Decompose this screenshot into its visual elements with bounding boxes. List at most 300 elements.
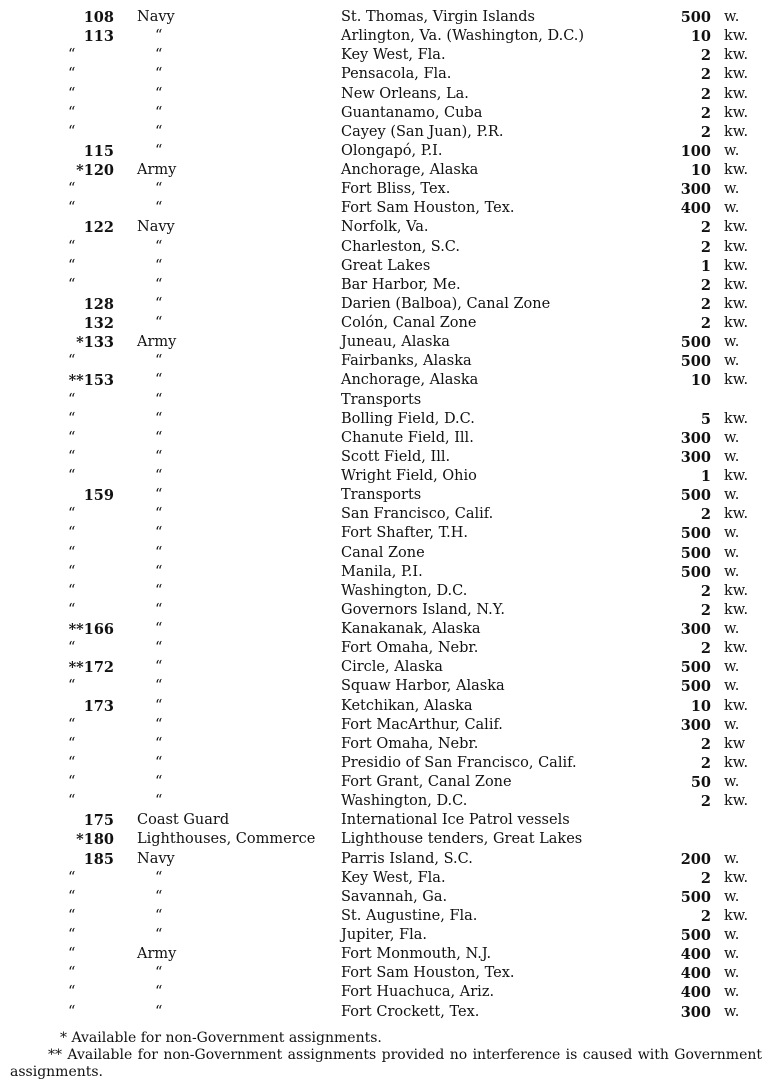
unit-cell: kw. (724, 47, 749, 64)
service-cell: “ (155, 181, 163, 198)
location-cell: Canal Zone (341, 544, 425, 561)
frequency-cell: “ (68, 544, 76, 561)
unit-cell: w. (724, 946, 740, 963)
frequency-cell: “ (68, 1003, 76, 1020)
service-cell: “ (155, 276, 163, 293)
unit-cell: w. (724, 487, 740, 504)
frequency-cell: “ (68, 85, 76, 102)
frequency-cell: “ (68, 907, 76, 924)
frequency-cell: “ (68, 754, 76, 771)
service-cell: Army (137, 946, 177, 963)
frequency-cell: “ (68, 946, 76, 963)
service-cell: Army (137, 162, 177, 178)
unit-cell: kw. (724, 640, 749, 657)
table-row (0, 391, 771, 410)
table-row (0, 869, 771, 888)
frequency-cell: 132 (83, 315, 114, 332)
table-row (0, 792, 771, 811)
table-row (0, 448, 771, 467)
unit-cell: kw. (724, 238, 749, 255)
location-cell: Anchorage, Alaska (341, 162, 479, 178)
table-row (0, 620, 771, 639)
unit-cell: w. (724, 429, 740, 446)
location-cell: Fort Sam Houston, Tex. (341, 200, 515, 217)
service-cell: “ (155, 735, 163, 752)
location-cell: Darien (Balboa), Canal Zone (341, 295, 551, 312)
service-cell: “ (155, 448, 163, 465)
service-cell: “ (155, 544, 163, 561)
power-cell: 300 (680, 429, 711, 447)
service-cell: “ (155, 582, 163, 599)
location-cell: Lighthouse tenders, Great Lakes (341, 831, 583, 848)
location-cell: Anchorage, Alaska (341, 372, 479, 389)
service-cell: “ (155, 28, 163, 45)
service-cell: “ (155, 487, 163, 504)
location-cell: St. Augustine, Fla. (341, 907, 478, 924)
frequency-cell: “ (68, 47, 76, 64)
location-cell: Fort Sam Houston, Tex. (341, 965, 515, 982)
power-cell: 500 (680, 544, 711, 562)
power-cell: 2 (700, 506, 711, 524)
location-cell: Squaw Harbor, Alaska (341, 678, 505, 695)
power-cell: 400 (680, 965, 711, 983)
service-cell: “ (155, 142, 163, 159)
unit-cell: w. (724, 334, 740, 351)
unit-cell: kw. (724, 28, 749, 45)
frequency-cell: “ (68, 640, 76, 657)
frequency-cell: “ (68, 735, 76, 752)
table-row (0, 238, 771, 257)
frequency-cell: “ (68, 965, 76, 982)
table-row (0, 811, 771, 830)
service-cell: Navy (137, 9, 175, 25)
table-row (0, 333, 771, 352)
table-row (0, 371, 771, 390)
service-cell: “ (155, 659, 163, 676)
service-cell: “ (155, 716, 163, 733)
unit-cell: kw. (724, 582, 749, 599)
service-cell: “ (155, 353, 163, 370)
location-cell: Olongapó, P.I. (341, 142, 443, 159)
unit-cell: kw. (724, 793, 749, 810)
unit-cell: w. (724, 659, 740, 676)
service-cell: “ (155, 1003, 163, 1020)
location-cell: Transports (341, 487, 422, 504)
frequency-cell: “ (68, 793, 76, 810)
service-cell: “ (155, 869, 163, 886)
location-cell: Juneau, Alaska (341, 334, 450, 351)
table-row (0, 410, 771, 429)
frequency-cell: “ (68, 582, 76, 599)
frequency-cell: “ (68, 353, 76, 370)
frequency-cell: “ (68, 716, 76, 733)
location-cell: Guantanamo, Cuba (341, 104, 483, 121)
power-cell: 500 (680, 927, 711, 944)
power-cell: 5 (700, 410, 711, 428)
unit-cell: w. (724, 716, 740, 733)
location-cell: Fort Omaha, Nebr. (341, 735, 479, 752)
table-row (0, 276, 771, 295)
location-cell: Fort Grant, Canal Zone (341, 774, 512, 790)
location-cell: Fort MacArthur, Calif. (341, 716, 503, 733)
table-row (0, 563, 771, 582)
service-cell: “ (155, 907, 163, 924)
service-cell: “ (155, 372, 163, 389)
power-cell: 2 (700, 123, 711, 141)
service-cell: “ (155, 47, 163, 64)
table-row (0, 85, 771, 104)
location-cell: San Francisco, Calif. (341, 506, 494, 523)
power-cell: 2 (700, 869, 711, 887)
service-cell: Army (137, 334, 177, 351)
service-cell: “ (155, 525, 163, 542)
power-cell: 500 (680, 678, 711, 696)
location-cell: Great Lakes (341, 257, 431, 274)
frequency-cell: “ (68, 104, 76, 121)
location-cell: Key West, Fla. (341, 869, 446, 886)
location-cell: Charleston, S.C. (341, 238, 460, 255)
power-cell: 400 (680, 946, 711, 964)
power-cell: 2 (700, 66, 711, 84)
table-row (0, 429, 771, 448)
frequency-cell: “ (68, 429, 76, 446)
unit-cell: w. (724, 984, 740, 1001)
frequency-cell: “ (68, 563, 76, 580)
service-cell: “ (155, 601, 163, 618)
power-cell: 500 (680, 659, 711, 677)
footnote-double-star: ** Available for non-Government assignments provided no interference is caused with Government assignments. (10, 1047, 762, 1080)
frequency-cell: 173 (83, 697, 114, 715)
table-row (0, 907, 771, 926)
unit-cell: kw. (724, 697, 749, 714)
table-row (0, 218, 771, 237)
service-cell: “ (155, 468, 163, 484)
table-row (0, 295, 771, 314)
power-cell: 50 (690, 774, 711, 791)
frequency-cell: “ (68, 257, 76, 274)
table-row (0, 104, 771, 123)
power-cell: 400 (680, 984, 711, 1002)
frequency-cell: **172 (68, 659, 114, 677)
service-cell: “ (155, 123, 163, 140)
table-row (0, 65, 771, 84)
power-cell: 2 (700, 47, 711, 65)
service-cell: “ (155, 888, 163, 905)
service-cell: Navy (137, 219, 175, 236)
location-cell: Jupiter, Fla. (341, 927, 427, 943)
table-row (0, 658, 771, 677)
table-row (0, 773, 771, 792)
service-cell: “ (155, 104, 163, 121)
unit-cell: w. (724, 563, 740, 580)
location-cell: Pensacola, Fla. (341, 66, 452, 83)
frequency-cell: “ (68, 391, 76, 408)
location-cell: Fort Shafter, T.H. (341, 525, 469, 542)
power-cell: 300 (680, 716, 711, 734)
power-cell: 500 (680, 353, 711, 371)
power-cell: 2 (700, 735, 711, 753)
unit-cell: kw. (724, 66, 749, 83)
location-cell: Fort Crockett, Tex. (341, 1003, 480, 1020)
service-cell: “ (155, 315, 163, 331)
location-cell: Colón, Canal Zone (341, 315, 477, 331)
service-cell: “ (155, 563, 163, 580)
table-row (0, 601, 771, 620)
frequency-cell: 159 (83, 487, 114, 505)
service-cell: “ (155, 697, 163, 714)
unit-cell: kw. (724, 372, 749, 389)
power-cell: 2 (700, 104, 711, 122)
location-cell: Fort Monmouth, N.J. (341, 946, 492, 963)
location-cell: Governors Island, N.Y. (341, 601, 506, 618)
unit-cell: w. (724, 678, 740, 695)
power-cell: 2 (700, 315, 711, 332)
table-row (0, 830, 771, 849)
table-row (0, 486, 771, 505)
frequency-cell: 185 (83, 850, 114, 868)
service-cell: “ (155, 506, 163, 523)
frequency-cell: “ (68, 525, 76, 542)
power-cell: 2 (700, 85, 711, 103)
location-cell: Transports (341, 391, 422, 408)
frequency-cell: “ (68, 66, 76, 83)
power-cell: 200 (680, 850, 711, 868)
table-row (0, 945, 771, 964)
service-cell: “ (155, 257, 163, 274)
table-row (0, 161, 771, 180)
frequency-cell: “ (68, 984, 76, 1001)
frequency-cell: “ (68, 888, 76, 905)
table-row (0, 926, 771, 945)
power-cell: 2 (700, 219, 711, 237)
location-cell: Fort Omaha, Nebr. (341, 640, 479, 657)
frequency-cell: “ (68, 238, 76, 255)
table-row (0, 964, 771, 983)
location-cell: Kanakanak, Alaska (341, 621, 481, 637)
location-cell: International Ice Patrol vessels (341, 812, 570, 829)
unit-cell: w. (724, 965, 740, 982)
frequency-cell: “ (68, 200, 76, 217)
power-cell: 300 (680, 621, 711, 638)
table-row (0, 888, 771, 907)
unit-cell: w. (724, 353, 740, 370)
location-cell: Chanute Field, Ill. (341, 429, 474, 446)
unit-cell: kw. (724, 162, 749, 178)
table-row (0, 582, 771, 601)
location-cell: Washington, D.C. (341, 582, 468, 599)
power-cell: 2 (700, 276, 711, 294)
unit-cell: w. (724, 142, 740, 159)
location-cell: Bolling Field, D.C. (341, 410, 475, 427)
service-cell: “ (155, 640, 163, 657)
frequency-cell: *120 (76, 162, 114, 179)
table-row (0, 505, 771, 524)
frequency-cell: “ (68, 276, 76, 293)
service-cell: “ (155, 429, 163, 446)
power-cell: 10 (690, 162, 711, 179)
unit-cell: kw. (724, 257, 749, 274)
power-cell: 2 (700, 238, 711, 256)
power-cell: 1 (700, 257, 711, 275)
location-cell: Bar Harbor, Me. (341, 276, 461, 293)
frequency-cell: “ (68, 468, 76, 484)
power-cell: 2 (700, 295, 711, 313)
location-cell: Circle, Alaska (341, 659, 443, 676)
service-cell: “ (155, 200, 163, 217)
frequency-cell: “ (68, 927, 76, 943)
power-cell: 1 (700, 468, 711, 485)
service-cell: Lighthouses, Commerce (137, 831, 316, 848)
service-cell: “ (155, 66, 163, 83)
frequency-cell: 175 (83, 812, 114, 830)
table-row (0, 123, 771, 142)
service-cell: “ (155, 678, 163, 695)
unit-cell: w. (724, 927, 740, 943)
unit-cell: w. (724, 525, 740, 542)
unit-cell: kw. (724, 276, 749, 293)
power-cell: 2 (700, 582, 711, 600)
frequency-cell: 113 (83, 28, 114, 46)
unit-cell: kw. (724, 123, 749, 140)
power-cell: 400 (680, 200, 711, 218)
table-row (0, 467, 771, 486)
table-row (0, 142, 771, 161)
unit-cell: w. (724, 774, 740, 790)
power-cell: 10 (690, 372, 711, 390)
table-row (0, 257, 771, 276)
unit-cell: kw. (724, 85, 749, 102)
frequency-cell: “ (68, 181, 76, 198)
table-row (0, 677, 771, 696)
service-cell: “ (155, 984, 163, 1001)
table-row (0, 46, 771, 65)
location-cell: Presidio of San Francisco, Calif. (341, 754, 577, 771)
service-cell: “ (155, 927, 163, 943)
unit-cell: w. (724, 850, 740, 867)
power-cell: 10 (690, 697, 711, 715)
table-row (0, 735, 771, 754)
unit-cell: w. (724, 621, 740, 637)
frequency-cell: “ (68, 448, 76, 465)
location-cell: Cayey (San Juan), P.R. (341, 123, 504, 140)
station-table (0, 8, 771, 1022)
power-cell: 500 (680, 525, 711, 543)
unit-cell: kw (724, 735, 746, 752)
frequency-cell: 122 (83, 219, 114, 237)
frequency-cell: “ (68, 601, 76, 618)
table-row (0, 352, 771, 371)
power-cell: 10 (690, 28, 711, 46)
location-cell: Wright Field, Ohio (341, 468, 477, 484)
location-cell: Manila, P.I. (341, 563, 423, 580)
table-row (0, 754, 771, 773)
table-row (0, 8, 771, 27)
frequency-cell: 128 (83, 295, 114, 313)
service-cell: “ (155, 754, 163, 771)
location-cell: Key West, Fla. (341, 47, 446, 64)
location-cell: Fairbanks, Alaska (341, 353, 472, 370)
unit-cell: kw. (724, 907, 749, 924)
power-cell: 300 (680, 448, 711, 466)
location-cell: Savannah, Ga. (341, 888, 448, 905)
power-cell: 300 (680, 1003, 711, 1021)
frequency-cell: “ (68, 123, 76, 140)
power-cell: 500 (680, 487, 711, 505)
footnote-single-star: * Available for non-Government assignments. (60, 1030, 382, 1046)
frequency-cell: “ (68, 506, 76, 523)
table-row (0, 524, 771, 543)
table-row (0, 27, 771, 46)
table-row (0, 199, 771, 218)
service-cell: “ (155, 621, 163, 637)
unit-cell: w. (724, 9, 740, 25)
service-cell: “ (155, 965, 163, 982)
location-cell: Arlington, Va. (Washington, D.C.) (341, 28, 585, 45)
frequency-cell: “ (68, 869, 76, 886)
unit-cell: kw. (724, 869, 749, 886)
service-cell: Coast Guard (137, 812, 230, 829)
unit-cell: kw. (724, 219, 749, 236)
power-cell: 500 (680, 888, 711, 906)
unit-cell: kw. (724, 295, 749, 312)
service-cell: “ (155, 391, 163, 408)
unit-cell: w. (724, 181, 740, 198)
unit-cell: w. (724, 1003, 740, 1020)
unit-cell: w. (724, 200, 740, 217)
location-cell: Parris Island, S.C. (341, 850, 473, 867)
power-cell: 500 (680, 9, 711, 26)
power-cell: 500 (680, 563, 711, 581)
table-row (0, 716, 771, 735)
power-cell: 2 (700, 793, 711, 811)
table-row (0, 697, 771, 716)
table-row (0, 1003, 771, 1022)
power-cell: 2 (700, 907, 711, 925)
service-cell: “ (155, 410, 163, 427)
location-cell: Ketchikan, Alaska (341, 697, 473, 714)
service-cell: “ (155, 774, 163, 790)
service-cell: “ (155, 85, 163, 102)
service-cell: “ (155, 793, 163, 810)
frequency-cell: *133 (76, 334, 114, 352)
unit-cell: kw. (724, 754, 749, 771)
location-cell: Fort Bliss, Tex. (341, 181, 451, 198)
power-cell: 2 (700, 640, 711, 658)
frequency-cell: **166 (68, 621, 114, 638)
unit-cell: kw. (724, 315, 749, 331)
power-cell: 2 (700, 601, 711, 619)
location-cell: Washington, D.C. (341, 793, 468, 810)
power-cell: 300 (680, 181, 711, 199)
table-row (0, 983, 771, 1002)
footnotes (10, 1030, 762, 1081)
frequency-cell: *180 (76, 831, 114, 849)
table-row (0, 180, 771, 199)
table-row (0, 639, 771, 658)
location-cell: St. Thomas, Virgin Islands (341, 9, 535, 25)
location-cell: Scott Field, Ill. (341, 448, 451, 465)
frequency-cell: **153 (68, 372, 114, 390)
frequency-cell: 108 (83, 9, 114, 26)
service-cell: Navy (137, 850, 175, 867)
power-cell: 500 (680, 334, 711, 352)
unit-cell: kw. (724, 601, 749, 618)
service-cell: “ (155, 238, 163, 255)
unit-cell: kw. (724, 468, 749, 484)
power-cell: 2 (700, 754, 711, 772)
location-cell: Fort Huachuca, Ariz. (341, 984, 495, 1001)
unit-cell: w. (724, 888, 740, 905)
